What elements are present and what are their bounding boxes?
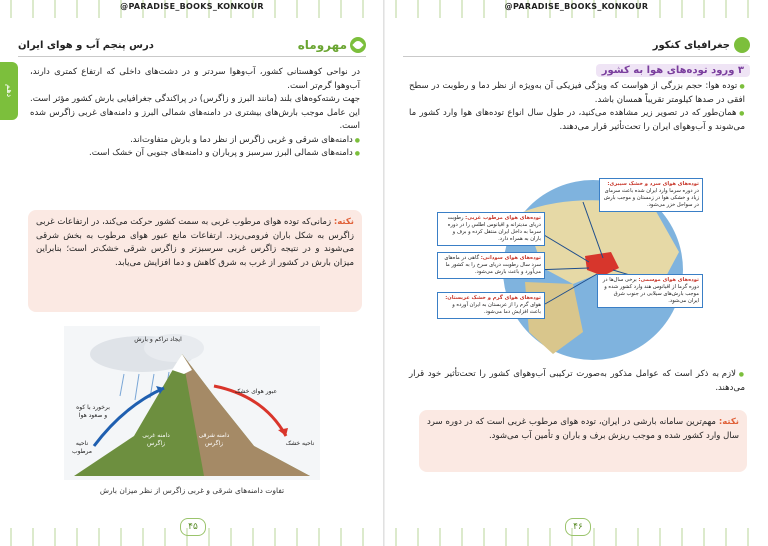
left-body-text bbox=[30, 66, 360, 161]
note-box bbox=[28, 210, 362, 312]
lesson-title: درس پنجم آب و هوای ایران bbox=[18, 39, 154, 51]
map-box-title: توده‌های هوای سودانی: bbox=[480, 255, 541, 261]
map-box-title: توده‌های هوای گرم و خشک عربستان: bbox=[445, 295, 541, 301]
page-right bbox=[385, 0, 768, 546]
leaf-logo-icon bbox=[350, 37, 366, 53]
page-header bbox=[18, 34, 366, 57]
section-heading: ۳ ورود توده‌های هوا به کشور bbox=[596, 64, 750, 77]
book-title bbox=[653, 37, 750, 53]
page-number: ۴۶ bbox=[565, 518, 591, 536]
map-box-arabian bbox=[437, 292, 545, 319]
label-west-slope: دامنه غربی زاگرس bbox=[142, 432, 170, 447]
bullet-item: ● دامنه‌های شمالی البرز سرسبز و پرباران و دامنه‌های جنوبی آن خشک است. bbox=[30, 147, 360, 161]
note-label: نکته: bbox=[718, 417, 739, 427]
bottom-doodle-border bbox=[0, 528, 384, 546]
brand-watermark: @PARADISE_BOOKS_KONKOUR bbox=[504, 2, 649, 11]
page-header bbox=[403, 34, 750, 57]
label-rise: برخورد با کوه و صعود هوا bbox=[76, 404, 110, 419]
paragraph: ● همان‌طور که در تصویر زیر مشاهده می‌کنید، در طول سال انواع توده‌های هوا وارد کشور ما می‌شوند و آب‌وهوای ایران را تحت‌تأثیر قرار می‌دهند. bbox=[409, 107, 745, 134]
label-east-slope: دامنه شرقی زاگرس bbox=[198, 432, 230, 447]
map-box-siberian bbox=[599, 178, 703, 212]
right-body-text bbox=[409, 80, 745, 134]
paragraph: ● توده هوا: حجم بزرگی از هواست که ویژگی فیزیکی آن به‌ویژه از نظر دما و رطوبت در سطح افقی در صدها کیلومتر تقریباً همسان باشد. bbox=[409, 80, 745, 107]
label-cloud: ایجاد تراکم و بارش bbox=[134, 336, 182, 343]
globe-icon bbox=[734, 37, 750, 53]
map-box-monsoon bbox=[597, 274, 703, 308]
bottom-doodle-border bbox=[385, 528, 768, 546]
map-box-text: گاهی در ماه‌های سرد سال رطوبت دریای سرخ را به کشور ما می‌آورد و باعث بارش می‌شود. bbox=[444, 255, 541, 275]
map-box-title: توده‌های هوای سرد و خشک سیبری: bbox=[607, 181, 699, 187]
zagros-precipitation-figure bbox=[64, 326, 320, 480]
figure-caption: تفاوت دامنه‌های شرقی و غربی زاگرس از نظر میزان بارش bbox=[99, 486, 285, 495]
bullet-item: ● دامنه‌های شرقی و غربی زاگرس از نظر دما و بارش متفاوت‌اند. bbox=[30, 134, 360, 148]
note-text: مهم‌ترین سامانه بارشی در ایران، توده هوای مرطوب غربی است که در دوره سرد سال وارد کشور شده و موجب ریزش برف و باران و تأمین آب می‌شود. bbox=[427, 417, 739, 441]
logo-text: مهروماه bbox=[297, 38, 347, 52]
map-box-text: هوای گرم را از عربستان به ایران آورده و باعث افزایش دما می‌شود. bbox=[452, 302, 541, 315]
map-box-text: رطوبت دریای مدیترانه و اقیانوس اطلس را در دوره سرما به داخل ایران منتقل کرده و برف و باران به همراه دارد. bbox=[447, 215, 541, 242]
label-dry-air: عبور هوای خشک bbox=[234, 388, 278, 395]
note-box bbox=[419, 410, 747, 472]
map-box-text: برخی سال‌ها در دوره گرما از اقیانوس هند وارد کشور شده و موجب بارش‌های سیلابی در جنوب شرق ایران می‌شود. bbox=[602, 277, 699, 304]
map-box-western bbox=[437, 212, 545, 246]
map-box-title: توده‌های هوای مرطوب غربی: bbox=[465, 215, 541, 221]
note-text: زمانی‌که توده هوای مرطوب غربی به سمت کشور حرکت می‌کند، در ارتفاعات غربی زاگرس به شکل باران فرومی‌ریزد. ارتفاعات مانع عبور هوای مرطوب به بخش شرقی می‌شوند و در نتیجه زاگرس غربی سرسبزتر و زاگرس شرقی خشک‌تر است؛ بنابراین میزان بارش در کشور از غرب به شرق کاهش و دما افزایش می‌یابد. bbox=[36, 217, 354, 268]
paragraph: جهت رشته‌کوه‌های بلند (مانند البرز و زاگرس) در پراکندگی جغرافیایی بارش کشور مؤثر است. این عامل موجب بارش‌های بیشتری در دامنه‌های شمالی البرز و دامنه‌های غربی زاگرس شده است. bbox=[30, 94, 360, 131]
brand-watermark: @PARADISE_BOOKS_KONKOUR bbox=[120, 2, 264, 11]
map-box-title: توده‌های هوای موسمی: bbox=[638, 277, 699, 283]
page-number: ۴۵ bbox=[180, 518, 206, 536]
paragraph: ● لازم به ذکر است که عوامل مذکور به‌صورت ترکیبی آب‌وهوای کشور را تحت‌تأثیر خود قرار می‌دهند. bbox=[409, 368, 745, 395]
map-box-sudanese bbox=[437, 252, 545, 279]
map-box-text: در دوره سرما وارد ایران شده باعث سرمای زیاد و خشکی هوا در زمستان و موجب بارش در سواحل خزر می‌شود. bbox=[603, 188, 699, 208]
label-dry-side: ناحیه خشک bbox=[285, 440, 315, 447]
after-map-text bbox=[409, 368, 745, 395]
brand-logo bbox=[298, 37, 366, 53]
label-wet-side: ناحیه مرطوب bbox=[71, 440, 93, 455]
paragraph: در نواحی کوهستانی کشور، آب‌وهوا سردتر و در دشت‌های داخلی که ارتفاع کمتری دارند، آب‌وهوا گرم‌تر است. bbox=[30, 67, 360, 91]
grade-side-tab: دهم bbox=[0, 62, 18, 120]
note-label: نکته: bbox=[333, 217, 355, 227]
book-title-text: جغرافیای کنکور bbox=[652, 39, 730, 51]
